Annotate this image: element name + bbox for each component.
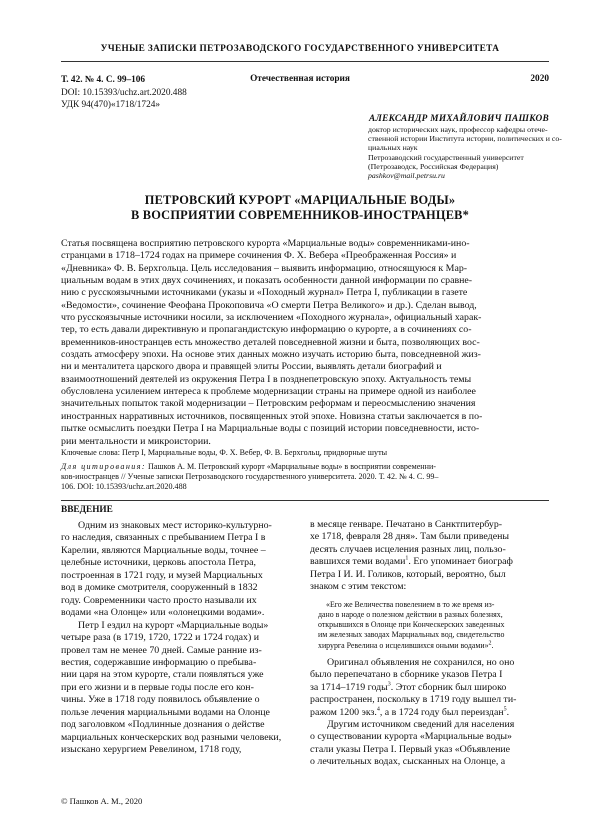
text-line: в месяце генваре. Печатано в Санктпитербур- bbox=[310, 519, 503, 530]
doi: DOI: 10.15393/uchz.art.2020.488 bbox=[61, 88, 187, 98]
text-line: знаком с этим текстом: bbox=[310, 581, 407, 593]
text-line: вестия, содержавшие информацию о пребыва- bbox=[61, 656, 257, 668]
text-line: четыре раза (в 1719, 1720, 1722 и 1724 годах) и bbox=[61, 632, 259, 644]
footnote-ref[interactable]: 5 bbox=[503, 706, 507, 713]
abstract-line: что русскоязычные источники носили, за исключением «Походного журнала», официальный харак- bbox=[61, 312, 482, 324]
abstract-line: тер, то есть давали директивную и пропагандистскую информацию о курорте, а в сочинениях со- bbox=[61, 324, 472, 336]
text-line bbox=[310, 556, 549, 568]
affiliation-line: доктор исторических наук, профессор кафедры отече- bbox=[368, 125, 548, 134]
keywords: Ключевые слова: Петр I, Марциальные воды, Ф. Х. Вебер, Ф. В. Берхгольц, придворные шуты bbox=[61, 448, 388, 457]
text-line: Оригинал объявления не сохранился, но оно bbox=[327, 656, 515, 668]
quote-line: открывшихся в Олонце при Конческерских заведенных bbox=[318, 620, 505, 630]
text-line: хе 1718, февраля 28 дня». Там были приведены bbox=[310, 531, 510, 543]
abstract-line: иностранных нарративных источников, посвященных этой эпохе. Новизна статьи заключается в по- bbox=[61, 410, 483, 422]
citation-text: Пашков А. М. Петровский курорт «Марциальные воды» в восприятии современни- bbox=[148, 462, 436, 471]
text-line: под заголовком «Подлинные дознания о действе bbox=[61, 719, 265, 731]
author-affiliation bbox=[368, 125, 562, 181]
text-line: марциальных конческерских вод разными человеки, изыскано херургием Ревелином, 1718 году, bbox=[61, 731, 282, 756]
footnote-ref[interactable]: 4 bbox=[376, 706, 380, 713]
header-rule bbox=[61, 61, 549, 62]
title-line: В ВОСПРИЯТИИ СОВРЕМЕННИКОВ-ИНОСТРАНЦЕВ* bbox=[130, 208, 470, 222]
text-line bbox=[310, 569, 549, 581]
text-line: пользе лечения марциальными водами на Олонце bbox=[61, 706, 270, 718]
affiliation-line: Петрозаводский государственный университет bbox=[368, 152, 524, 162]
abstract-line: обусловлена усилением интереса к проблеме модернизации страны на примере одной из наиболее bbox=[61, 386, 476, 398]
author-name: АЛЕКСАНДР МИХАЙЛОВИЧ ПАШКОВ bbox=[368, 114, 549, 124]
text-line: чины. Уже в 1718 году появилось объявление о bbox=[61, 694, 260, 706]
text-line: Одним из знаковых мест историко-культурно- bbox=[78, 520, 272, 531]
journal-name: УЧЕНЫЕ ЗАПИСКИ ПЕТРОЗАВОДСКОГО ГОСУДАРСТВЕННОГО УНИВЕРСИТЕТА bbox=[100, 44, 500, 54]
text-line: го наследия, связанных с пребыванием Петра I в bbox=[61, 532, 266, 544]
text-line: году. Современники часто просто называли их bbox=[61, 594, 257, 606]
text-line: целебные источники, церковь апостола Петра, bbox=[61, 557, 256, 569]
citation-line: ков-иностранцев // Ученые записки Петрозаводского государственного университета. 2020. Т. 42. № 4. С. 99– bbox=[61, 472, 439, 481]
abstract-line: ни и менталитета царского двора и правящей элиты России, выявлять детали биографий и bbox=[61, 361, 442, 373]
text-fragment: , а в 1724 году был переиздан bbox=[379, 706, 504, 718]
text-fragment: ражом 1200 экз. bbox=[310, 706, 377, 718]
block-quote bbox=[310, 600, 549, 651]
intro-heading: ВВЕДЕНИЕ bbox=[61, 505, 113, 515]
section-name: Отечественная история bbox=[250, 74, 350, 84]
text-line: о лечительных водах, сысканных на Олонце, а bbox=[310, 756, 506, 768]
citation-line: 106. DOI: 10.15393/uchz.art.2020.488 bbox=[61, 482, 187, 491]
affiliation-line: ственной истории Института истории, политических и со- bbox=[368, 134, 562, 144]
abstract-line: «Дневника» Ф. В. Берхгольца. Цель исследования – выявить информацию, относящуюся к Мар- bbox=[61, 262, 468, 274]
article-title bbox=[0, 193, 600, 223]
affiliation-line: циальных наук bbox=[368, 143, 418, 153]
text-line: Другим источником сведений для населения bbox=[327, 719, 515, 730]
text-fragment: . Его упоминает биограф bbox=[408, 556, 513, 568]
text-fragment: . bbox=[506, 706, 510, 718]
text-line: Петр I ездил на курорт «Марциальные воды» bbox=[78, 619, 269, 631]
abstract-line: пытке осмыслить поездки Петра I на Марциальные воды с позиций истории повседневности, исто- bbox=[61, 423, 480, 435]
section-rule bbox=[61, 500, 549, 501]
abstract-line: нию с русскоязычными источниками (указы и «Походный журнал» Петра I, публикации в газете bbox=[61, 287, 468, 299]
abstract-line: значительных попыток такой модернизации – Петровским реформам и переосмыслению значения bbox=[61, 398, 476, 410]
text-line: провел там не менее 70 дней. Самые ранние из- bbox=[61, 644, 262, 656]
abstract-line: Статья посвящена восприятию петровского курорта «Марциальные воды» современниками-ино- bbox=[61, 238, 470, 249]
text-fragment: Петра I bbox=[310, 568, 342, 580]
quote-line: им железных заводах Марциальных вод, свидетельство bbox=[318, 630, 505, 640]
abstract-line: взаимоотношений деятелей из окружения Петра I в позднепетровскую эпоху. Актуальность темы bbox=[61, 373, 472, 385]
abstract bbox=[61, 238, 550, 448]
left-column bbox=[61, 520, 300, 757]
text-line: стали указы Петра I. Первый указ «Объявление bbox=[310, 743, 511, 755]
udk: УДК 94(470)«1718/1724» bbox=[61, 100, 161, 110]
text-fragment: вавшихся теми водами bbox=[310, 556, 406, 568]
citation bbox=[61, 462, 550, 492]
text-fragment: И. И. Голиков, который, вероятно, был bbox=[343, 568, 506, 580]
title-line: ПЕТРОВСКИЙ КУРОРТ «МАРЦИАЛЬНЫЕ ВОДЫ» bbox=[144, 193, 456, 207]
text-line: нии царя на этом курорте, стали появляться уже bbox=[61, 669, 264, 681]
text-line: вод в домике смотрителя, сооруженный в 1832 bbox=[61, 582, 258, 594]
text-line: при его жизни и в первые годы после его кон- bbox=[61, 681, 254, 693]
affiliation-line: (Петрозаводск, Российская Федерация) bbox=[368, 161, 499, 171]
text-line: водами «на Олонце» или «олонецкими водами». bbox=[61, 607, 265, 619]
issue-info: Т. 42. № 4. С. 99–106 bbox=[61, 75, 146, 85]
footnote-ref[interactable]: 1 bbox=[405, 556, 409, 563]
quote-line: «Его же Величества повелением в то же время из- bbox=[326, 599, 495, 609]
quote-line: дано в народе о полезном действии в разных болезнях, bbox=[318, 609, 503, 619]
footnote-ref[interactable]: 3 bbox=[387, 681, 391, 688]
abstract-line: «Ведомости», сочинение Феофана Прокоповича «О смерти Петра Великого» и др.). Сделан вывод, bbox=[61, 299, 477, 311]
citation-label: Для цитирования: bbox=[61, 462, 146, 471]
abstract-line: создать атмосферу эпохи. На основе этих данных можно изучать историю быта, повседневной жиз- bbox=[61, 349, 481, 361]
text-fragment: . Этот сборник был широко bbox=[390, 681, 507, 693]
year: 2020 bbox=[530, 74, 549, 84]
author-email: pashkov@mail.petrsu.ru bbox=[368, 171, 445, 181]
abstract-line: временников-иностранцев есть множество деталей повседневной жизни и быта, позволяющих вос- bbox=[61, 336, 480, 348]
abstract-line: странцами в 1718–1724 годах на примере сочинения Ф. Х. Вебера «Преображенная Россия» и bbox=[61, 250, 457, 262]
text-line: Карелии, являются Марциальные воды, точнее – bbox=[61, 544, 266, 556]
abstract-line: циальным водам в этих двух сочинениях, и показать особенности данной информации по сравне- bbox=[61, 275, 473, 287]
text-fragment: хирурга Ревелина о исцелившихся оными водами» bbox=[318, 640, 489, 650]
text-line bbox=[310, 682, 549, 694]
copyright: © Пашков А. М., 2020 bbox=[61, 796, 143, 806]
abstract-line: рии ментальности и микроистории. bbox=[61, 435, 211, 447]
right-column bbox=[310, 519, 549, 769]
footnote-ref[interactable]: 2 bbox=[488, 639, 492, 646]
text-line: распространен, поскольку в 1719 году вышел ти- bbox=[310, 694, 517, 706]
text-line: о существовании курорта «Марциальные воды» bbox=[310, 731, 512, 743]
text-fragment: за 1714–1719 годы bbox=[310, 681, 388, 693]
text-line: было перепечатано в сборнике указов Петра I bbox=[310, 669, 503, 681]
text-line: десять случаев исцеления разных лиц, пользо- bbox=[310, 543, 506, 555]
citation-first-line bbox=[61, 462, 550, 472]
text-line: построенная в 1721 году, и музей Марциальных bbox=[61, 569, 263, 581]
text-line bbox=[310, 707, 549, 719]
quote-line: хирурга Ревелина о исцелившихся оными водами»$^2$. bbox=[318, 639, 494, 650]
